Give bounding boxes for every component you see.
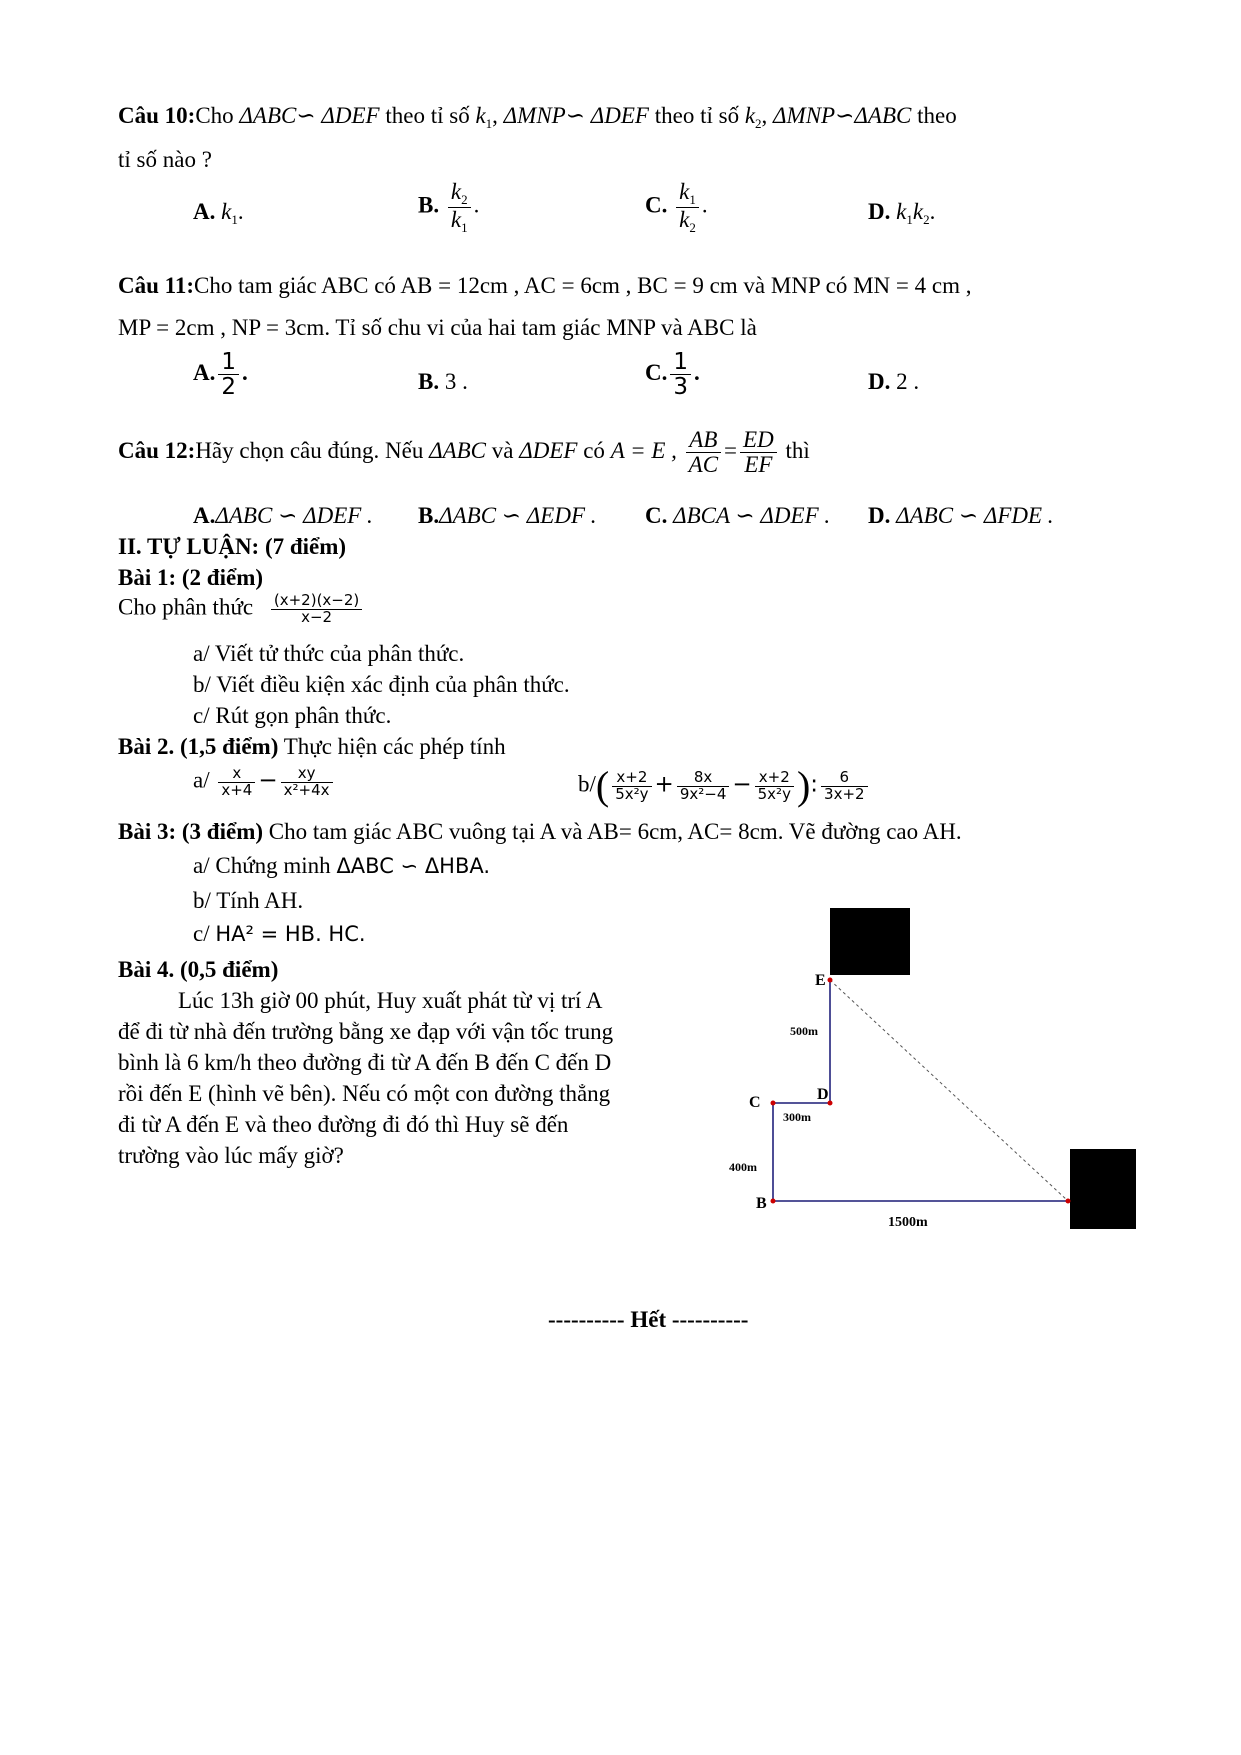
bai2-intro: Thực hiện các phép tính <box>283 734 506 759</box>
plus: + <box>654 771 674 798</box>
num: x+2 <box>612 770 651 787</box>
q10-line1 <box>118 102 957 132</box>
label-cd-length: 300m <box>783 1110 811 1124</box>
q10-tri: ΔDEF <box>590 103 649 128</box>
sub: 1 <box>906 212 913 227</box>
label-c: C <box>749 1094 761 1111</box>
option-label: D. <box>868 503 891 528</box>
sub: 2 <box>923 212 930 227</box>
dot: . <box>237 199 244 224</box>
path-figure <box>720 905 1140 1245</box>
label-ba-length: 1500m <box>888 1215 928 1230</box>
k: k <box>896 199 907 224</box>
label-de-length: 500m <box>790 1024 818 1038</box>
bai1-intro-line <box>118 593 365 626</box>
bai4-l1: Lúc 13h giờ 00 phút, Huy xuất phát từ vị trí A <box>178 988 603 1013</box>
paren: ) <box>796 763 811 808</box>
minus: − <box>732 771 752 798</box>
label-d: D <box>817 1086 829 1103</box>
minus: − <box>258 767 278 794</box>
q10-option-b <box>418 180 479 234</box>
label: b/ <box>578 771 596 797</box>
q10-text: theo <box>917 103 957 128</box>
fraction <box>218 350 239 399</box>
den: 9x²−4 <box>679 784 727 803</box>
num: 6 <box>821 770 868 787</box>
bai1-a: a/ Viết tử thức của phân thức. <box>193 641 465 666</box>
fraction <box>676 180 699 234</box>
bai2-title: Bài 2. (1,5 điểm) <box>118 734 279 759</box>
q10-option-a <box>193 198 244 228</box>
q11-line1 <box>118 272 971 300</box>
point-a <box>1066 1199 1071 1204</box>
option-label: B. <box>418 503 440 528</box>
sub: 1 <box>461 219 468 235</box>
q10-k: k <box>475 103 486 128</box>
den: EF <box>744 452 773 478</box>
bai3-line <box>118 818 962 846</box>
q12-tri: ΔDEF <box>519 437 578 463</box>
q11-option-a <box>193 350 248 399</box>
bai3-c <box>193 920 366 948</box>
q12-text: có <box>583 437 605 463</box>
q12-option-d <box>868 502 1054 530</box>
num: x+2 <box>755 770 794 787</box>
k: k <box>450 206 462 232</box>
bai3-b: b/ Tính AH. <box>193 888 304 913</box>
option-label: B. <box>418 369 440 394</box>
point-b <box>771 1199 776 1204</box>
option-label: C. <box>645 192 668 218</box>
fraction <box>686 428 721 477</box>
q11-title: Câu 11: <box>118 273 195 298</box>
q12-eq: A = E , <box>610 437 677 463</box>
value: ΔBCA ∽ ΔDEF . <box>673 503 831 528</box>
noise-square-e <box>830 908 910 975</box>
fraction <box>612 767 651 803</box>
q10-text: theo tỉ số <box>654 103 740 128</box>
bai4-l5: đi từ A đến E và theo đường đi đó thì Huy sẽ đến <box>118 1112 569 1137</box>
den: 3 <box>673 374 689 401</box>
bai2-a <box>193 766 336 799</box>
option-label: A. <box>193 359 216 385</box>
end-marker: ---------- Hết ---------- <box>548 1307 749 1332</box>
bai3-intro: Cho tam giác ABC vuông tại A và AB= 6cm, AC= 8cm. Vẽ đường cao AH. <box>268 819 962 844</box>
k: k <box>912 199 924 224</box>
q10-line2: tỉ số nào ? <box>118 147 212 172</box>
bai4-l6: trường vào lúc mấy giờ? <box>118 1143 344 1168</box>
math: ΔABC ∽ ΔHBA. <box>336 854 491 878</box>
bai1-c: c/ Rút gọn phân thức. <box>193 703 392 728</box>
option-label: A. <box>193 503 216 528</box>
sim-sign: ∽ <box>296 103 316 128</box>
fraction <box>755 767 794 803</box>
num: 8x <box>677 770 730 787</box>
q11-option-b <box>418 368 468 396</box>
bai4-l2: để đi từ nhà đến trường bằng xe đạp với vận tốc trung <box>118 1019 614 1044</box>
num: AB <box>686 428 721 453</box>
k: k <box>679 179 690 204</box>
label-e: E <box>815 972 826 989</box>
k: k <box>450 179 462 204</box>
option-label: D. <box>868 369 891 394</box>
q10-text: Cho <box>195 103 234 128</box>
value: ΔABC ∽ ΔDEF . <box>215 503 373 528</box>
q11-text: Cho tam giác ABC có AB = 12cm , AC = 6cm , BC = 9 cm và MNP có MN = 4 cm , <box>194 273 972 298</box>
num: 1 <box>670 350 691 375</box>
math: HA² = HB. HC. <box>215 922 366 946</box>
k: k <box>221 199 232 224</box>
q12-option-b <box>418 502 597 530</box>
den: 3x+2 <box>824 784 865 803</box>
q10-k: k <box>744 103 756 128</box>
q10-tri: ΔMNP <box>503 103 566 128</box>
q10-comma: , <box>492 103 498 128</box>
q12-option-a <box>193 502 373 530</box>
q10-tri: ΔDEF <box>321 103 380 128</box>
num: x <box>218 766 255 783</box>
num: (x+2)(x−2) <box>271 593 362 610</box>
label-b: B <box>756 1195 767 1212</box>
bai4-l4: rồi đến E (hình vẽ bên). Nếu có một con đường thẳng <box>118 1081 611 1106</box>
q10-sub: 1 <box>485 116 493 131</box>
label-a: A <box>1074 1216 1086 1233</box>
point-e <box>828 978 833 983</box>
value: 3 . <box>444 369 468 394</box>
bai1-title: Bài 1: (2 điểm) <box>118 565 264 590</box>
q12-text: thì <box>785 437 810 463</box>
text: c/ <box>193 921 210 946</box>
value: ΔABC ∽ ΔEDF . <box>439 503 597 528</box>
q12-title: Câu 12: <box>118 437 196 463</box>
q10-sub: 2 <box>755 116 762 131</box>
option-label: C. <box>645 503 668 528</box>
q12-option-c <box>645 502 830 530</box>
num: 1 <box>218 350 239 375</box>
q12-line1 <box>118 428 810 477</box>
fraction <box>218 766 255 799</box>
label: a/ <box>193 767 210 793</box>
q10-title: Câu 10: <box>118 103 196 128</box>
dot: . <box>694 359 700 385</box>
den: x²+4x <box>283 780 330 799</box>
sub: 1 <box>231 212 238 227</box>
bai1-intro: Cho phân thức <box>118 594 254 620</box>
q10-tri: ΔABC <box>239 103 297 128</box>
den: AC <box>688 452 719 478</box>
sim-sign: ∽ <box>565 103 586 128</box>
sim-sign: ∽ <box>835 103 855 128</box>
dot: . <box>242 359 248 385</box>
fraction <box>281 766 333 799</box>
den: x−2 <box>301 607 333 626</box>
fraction <box>821 767 868 803</box>
q12-tri: ΔABC <box>429 437 487 463</box>
text: a/ Chứng minh <box>193 853 331 878</box>
bai4-title: Bài 4. (0,5 điểm) <box>118 957 279 982</box>
bai1-b: b/ Viết điều kiện xác định của phân thức. <box>193 672 570 697</box>
dot: . <box>701 192 708 218</box>
label-bc-length: 400m <box>729 1160 757 1174</box>
q11-line2: MP = 2cm , NP = 3cm. Tỉ số chu vi của hai tam giác MNP và ABC là <box>118 315 757 340</box>
q10-tri: ΔABC <box>854 103 912 128</box>
dot: . <box>473 192 480 218</box>
q12-text: Hãy chọn câu đúng. Nếu <box>195 437 424 463</box>
sub: 1 <box>689 192 696 207</box>
option-label: C. <box>645 359 668 385</box>
point-c <box>771 1101 776 1106</box>
bai1-fraction <box>271 593 362 626</box>
sub: 2 <box>461 192 468 207</box>
sub: 2 <box>689 219 696 235</box>
segment-ae-dashed <box>830 980 1068 1201</box>
q10-tri: ΔMNP <box>773 103 836 128</box>
q11-option-c <box>645 350 700 399</box>
q10-text: theo tỉ số <box>385 103 470 128</box>
paren: ( <box>595 763 610 808</box>
bai2-line <box>118 733 506 761</box>
equals: = <box>724 437 738 463</box>
option-label: B. <box>418 192 440 218</box>
q10-option-c <box>645 180 708 234</box>
den: 2 <box>221 374 237 401</box>
q10-option-d <box>868 198 935 228</box>
option-label: A. <box>193 199 216 224</box>
bai4-l3: bình là 6 km/h theo đường đi từ A đến B đến C đến D <box>118 1050 612 1075</box>
num: xy <box>281 766 333 783</box>
colon: : <box>810 771 819 798</box>
dot: . <box>929 199 936 224</box>
value: 2 . <box>896 369 920 394</box>
q12-text: và <box>491 437 514 463</box>
den: x+4 <box>221 780 253 799</box>
bai3-title: Bài 3: (3 điểm) <box>118 819 264 844</box>
k: k <box>679 206 690 232</box>
value: ΔABC ∽ ΔFDE . <box>896 503 1054 528</box>
option-label: D. <box>868 199 891 224</box>
den: 5x²y <box>615 784 649 803</box>
q10-comma: , <box>761 103 768 128</box>
bai3-a <box>193 852 490 880</box>
bai2-b <box>578 762 871 810</box>
part2-heading: II. TỰ LUẬN: (7 điểm) <box>118 534 347 559</box>
num: ED <box>740 428 777 453</box>
q11-option-d <box>868 368 919 396</box>
fraction <box>740 428 777 477</box>
fraction <box>448 180 471 234</box>
fraction <box>677 767 730 803</box>
fraction <box>670 350 691 399</box>
den: 5x²y <box>757 784 791 803</box>
